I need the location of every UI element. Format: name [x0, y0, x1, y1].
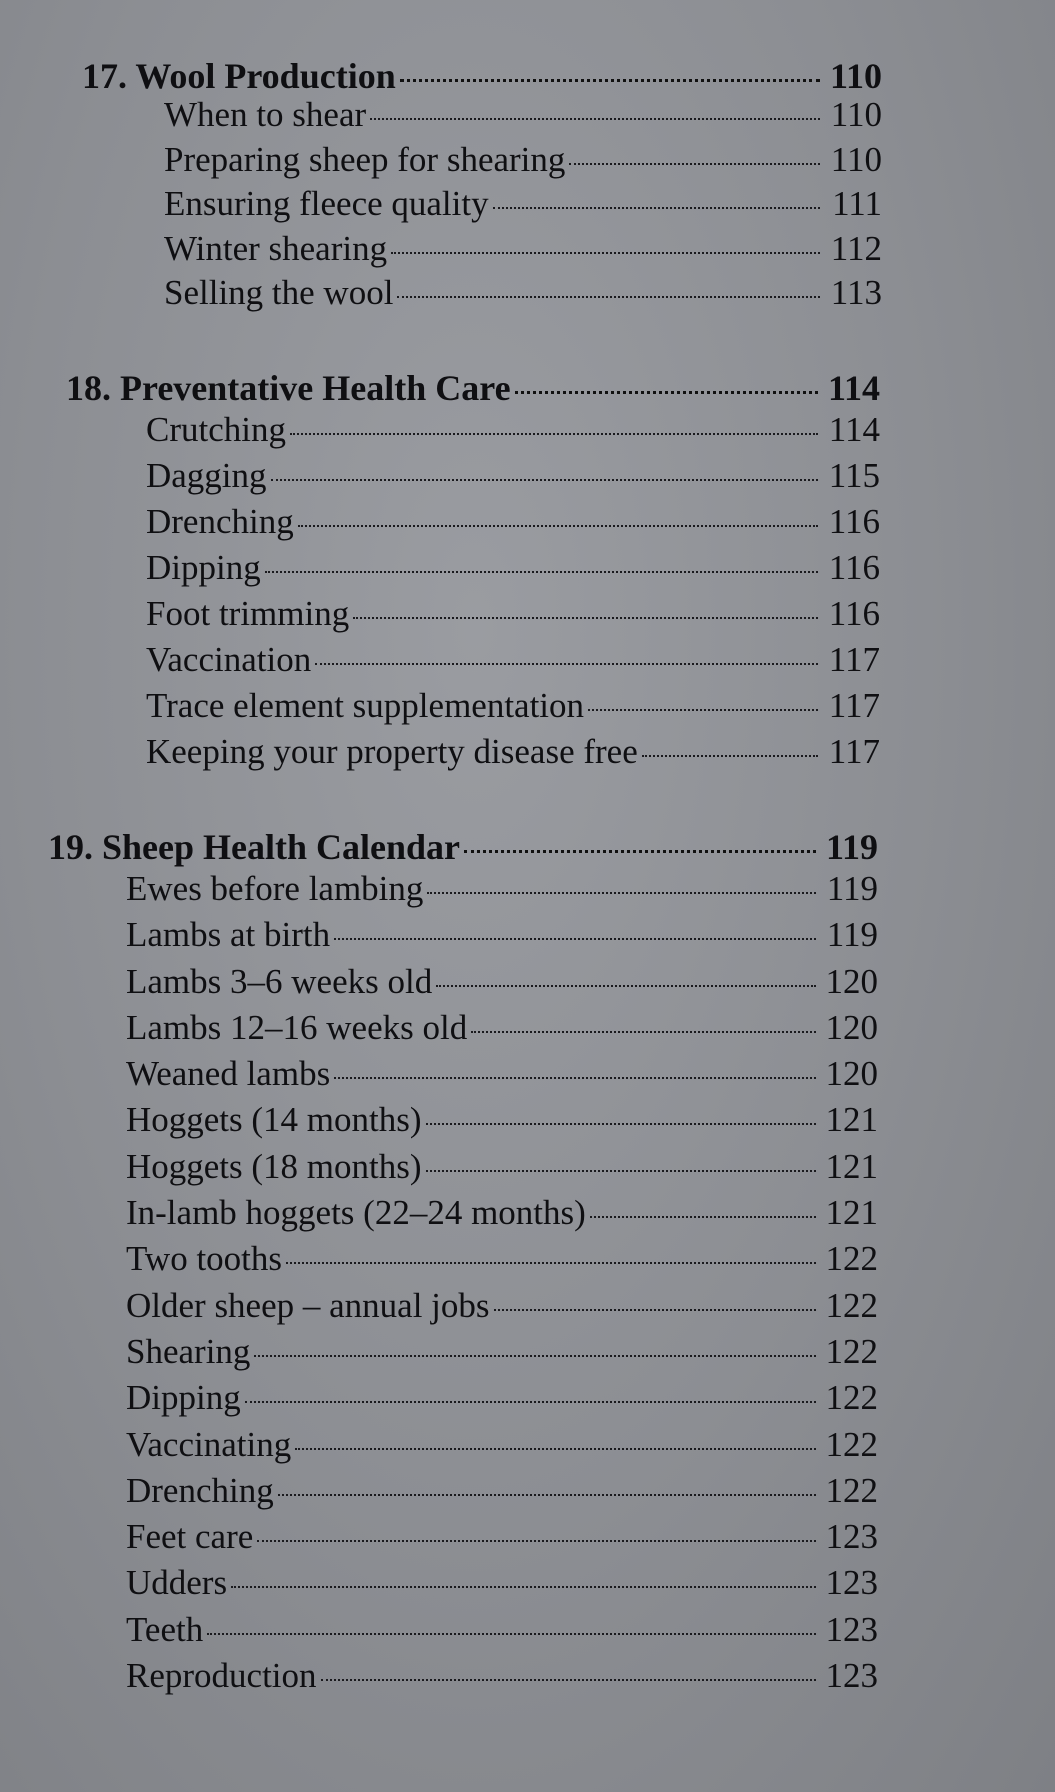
toc-entry [146, 591, 880, 637]
chapter-heading [48, 826, 878, 868]
chapter-heading [82, 55, 882, 97]
dot-leader [397, 296, 820, 298]
dot-leader [391, 252, 820, 254]
entry-label: Dipping [126, 1378, 241, 1418]
chapter-title: 17. Wool Production [82, 56, 396, 96]
entry-page-number: 119 [826, 915, 878, 955]
entry-page-number: 122 [825, 1378, 878, 1418]
chapter-title: 18. Preventative Health Care [66, 368, 511, 408]
dot-leader [286, 1262, 816, 1264]
entry-label: Weaned lambs [126, 1054, 331, 1094]
entry-page-number: 114 [828, 410, 880, 449]
entry-label: Hoggets (18 months) [126, 1146, 422, 1186]
toc-entry [126, 1607, 878, 1653]
entry-label: Feet care [126, 1517, 254, 1557]
toc-entry [126, 1097, 878, 1143]
entry-label: Crutching [146, 410, 286, 449]
entry-label: Two tooths [126, 1239, 283, 1279]
entry-label: Lambs 3–6 weeks old [126, 961, 433, 1001]
dot-leader [590, 1216, 816, 1218]
entry-page-number: 116 [828, 594, 880, 633]
chapter-page-number: 119 [825, 827, 878, 867]
dot-leader [494, 1309, 816, 1311]
dot-leader [321, 1679, 816, 1681]
entry-label: Vaccination [146, 640, 312, 679]
toc-entry [164, 182, 882, 227]
entry-label: Drenching [146, 502, 294, 541]
chapter-title: 19. Sheep Health Calendar [48, 827, 461, 867]
entry-page-number: 121 [825, 1146, 878, 1186]
dot-leader [207, 1633, 816, 1635]
dot-leader [245, 1401, 816, 1403]
entry-page-number: 117 [828, 732, 880, 771]
dot-leader [471, 1031, 816, 1033]
dot-leader [298, 525, 818, 527]
toc-entry [146, 407, 880, 453]
dot-leader [436, 985, 816, 987]
dot-leader [254, 1355, 816, 1357]
entry-label: Udders [126, 1563, 228, 1603]
entry-page-number: 111 [832, 184, 882, 223]
entry-label: Trace element supplementation [146, 686, 585, 725]
toc-entry [164, 138, 882, 183]
entry-page-number: 119 [826, 869, 878, 908]
dot-leader [400, 79, 820, 82]
toc-entry [164, 271, 882, 316]
dot-leader [231, 1586, 816, 1588]
toc-entry [126, 1144, 878, 1190]
chapter-page-number: 110 [829, 56, 882, 96]
entry-label: Selling the wool [164, 273, 394, 312]
dot-leader [334, 1077, 816, 1079]
toc-entry [146, 453, 880, 499]
entry-page-number: 122 [825, 1331, 878, 1371]
toc-entry [126, 1653, 878, 1699]
toc-entry [126, 912, 878, 958]
entry-page-number: 123 [825, 1609, 878, 1649]
entry-page-number: 115 [828, 456, 880, 495]
toc-entry [146, 637, 880, 683]
entry-label: Ensuring fleece quality [164, 184, 489, 223]
dot-leader [315, 663, 818, 665]
entry-label: Teeth [126, 1609, 204, 1649]
dot-leader [257, 1540, 816, 1542]
toc-entry [126, 1329, 878, 1375]
entry-page-number: 121 [825, 1100, 878, 1140]
toc-entry [146, 729, 880, 775]
entry-page-number: 116 [828, 548, 880, 587]
dot-leader [370, 118, 820, 120]
entry-page-number: 122 [825, 1470, 878, 1510]
chapter-heading [66, 367, 880, 409]
entry-label: Lambs 12–16 weeks old [126, 1007, 468, 1047]
entry-label: Hoggets (14 months) [126, 1100, 422, 1140]
toc-entry [126, 1468, 878, 1514]
entry-label: Older sheep – annual jobs [126, 1285, 490, 1325]
entry-label: Drenching [126, 1470, 274, 1510]
dot-leader [493, 207, 820, 209]
dot-leader [426, 1170, 816, 1172]
dot-leader [464, 850, 816, 853]
entry-page-number: 122 [825, 1239, 878, 1279]
toc-entry [126, 1375, 878, 1421]
entry-page-number: 120 [825, 961, 878, 1001]
toc-entry [126, 1422, 878, 1468]
entry-page-number: 117 [828, 640, 880, 679]
toc-section-19 [48, 826, 878, 1699]
toc-entry [164, 93, 882, 138]
toc-section-17 [82, 55, 882, 316]
chapter-page-number: 114 [827, 368, 880, 408]
entry-label: Shearing [126, 1331, 251, 1371]
toc-entry [146, 545, 880, 591]
dot-leader [271, 479, 818, 481]
entry-page-number: 120 [825, 1007, 878, 1047]
entry-label: Reproduction [126, 1656, 317, 1696]
toc-section-18 [66, 367, 880, 775]
entry-label: Keeping your property disease free [146, 732, 638, 771]
entry-label: Lambs at birth [126, 915, 331, 955]
entry-label: Ewes before lambing [126, 869, 424, 908]
dot-leader [290, 433, 818, 435]
entry-page-number: 117 [828, 686, 880, 725]
entry-label: Dipping [146, 548, 261, 587]
entry-page-number: 123 [825, 1517, 878, 1557]
entry-page-number: 122 [825, 1424, 878, 1464]
dot-leader [515, 391, 818, 394]
dot-leader [334, 938, 816, 940]
toc-entry [146, 683, 880, 729]
toc-entry [126, 866, 878, 912]
entry-page-number: 113 [830, 273, 882, 312]
toc-entry [126, 959, 878, 1005]
entry-label: In-lamb hoggets (22–24 months) [126, 1193, 586, 1233]
dot-leader [265, 571, 818, 573]
entry-page-number: 121 [825, 1193, 878, 1233]
dot-leader [569, 163, 820, 165]
entry-label: Winter shearing [164, 228, 388, 268]
dot-leader [642, 755, 818, 757]
entry-label: Dagging [146, 456, 267, 495]
toc-entry [126, 1560, 878, 1606]
dot-leader [588, 709, 818, 711]
toc-entry [126, 1051, 878, 1097]
entry-page-number: 120 [825, 1054, 878, 1094]
entry-page-number: 122 [825, 1285, 878, 1325]
entry-label: Foot trimming [146, 594, 350, 633]
dot-leader [426, 1123, 816, 1125]
toc-entry [126, 1005, 878, 1051]
toc-entry [146, 499, 880, 545]
dot-leader [353, 617, 818, 619]
entry-page-number: 116 [828, 502, 880, 541]
entry-page-number: 123 [825, 1656, 878, 1696]
dot-leader [295, 1448, 816, 1450]
entry-page-number: 110 [830, 139, 882, 179]
entry-label: Preparing sheep for shearing [164, 139, 566, 179]
entry-label: Vaccinating [126, 1424, 292, 1464]
dot-leader [278, 1494, 816, 1496]
dot-leader [427, 892, 816, 894]
toc-entry [164, 227, 882, 272]
entry-page-number: 123 [825, 1563, 878, 1603]
entry-label: When to shear [164, 95, 367, 134]
toc-entry [126, 1514, 878, 1560]
toc-entry [126, 1190, 878, 1236]
entry-page-number: 112 [830, 228, 882, 268]
entry-page-number: 110 [830, 95, 882, 134]
toc-entry [126, 1283, 878, 1329]
toc-entry [126, 1236, 878, 1282]
